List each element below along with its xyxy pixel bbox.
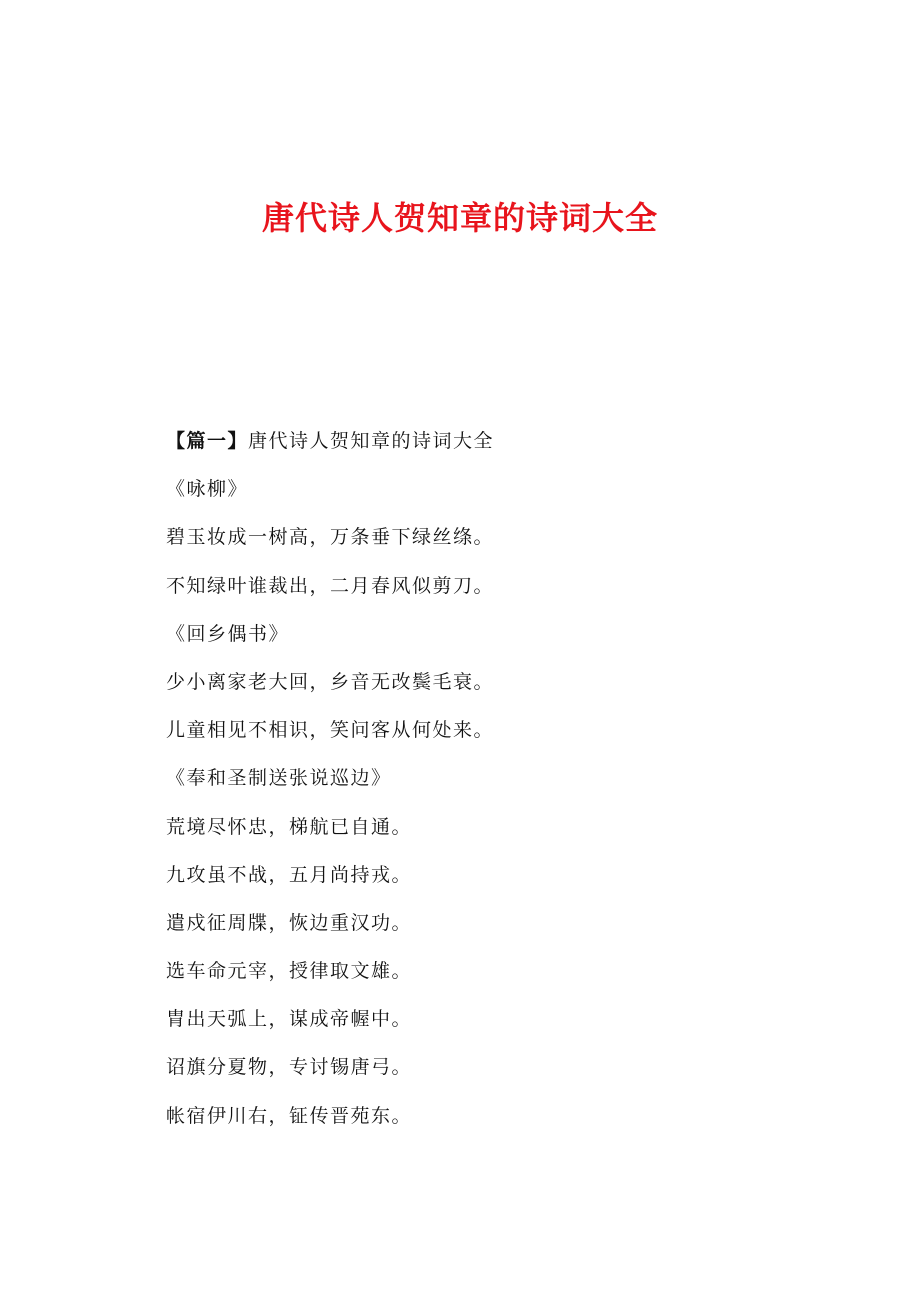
poem-line: 不知绿叶谁裁出，二月春风似剪刀。 <box>166 574 495 597</box>
poem-line: 九攻虽不战，五月尚持戎。 <box>166 863 413 886</box>
poem-line: 胄出天弧上，谋成帝幄中。 <box>166 1008 413 1031</box>
poem-line: 遣戍征周牒，恢边重汉功。 <box>166 911 413 934</box>
poem-line: 儿童相见不相识，笑问客从何处来。 <box>166 719 495 742</box>
section-heading <box>166 424 766 472</box>
poem-line: 诏旗分夏物，专讨锡唐弓。 <box>166 1056 413 1079</box>
poem-title-yongliu: 《咏柳》 <box>166 478 249 501</box>
poem-line: 荒境尽怀忠，梯航已自通。 <box>166 815 413 838</box>
poem-line: 选车命元宰，授律取文雄。 <box>166 960 413 983</box>
poem-title-huixiang-oushu: 《回乡偶书》 <box>166 622 290 645</box>
poem-line: 碧玉妆成一树高，万条垂下绿丝绦。 <box>166 526 495 549</box>
document-body <box>166 424 766 1147</box>
document-title: 唐代诗人贺知章的诗词大全 <box>261 199 658 237</box>
section-label: 【篇一】 <box>166 430 249 452</box>
poem-line: 帐宿伊川右，钲传晋苑东。 <box>166 1104 413 1127</box>
section-heading-text: 唐代诗人贺知章的诗词大全 <box>248 430 495 452</box>
poem-line: 少小离家老大回，乡音无改鬓毛衰。 <box>166 670 495 693</box>
poem-title-fenghe: 《奉和圣制送张说巡边》 <box>166 767 392 790</box>
